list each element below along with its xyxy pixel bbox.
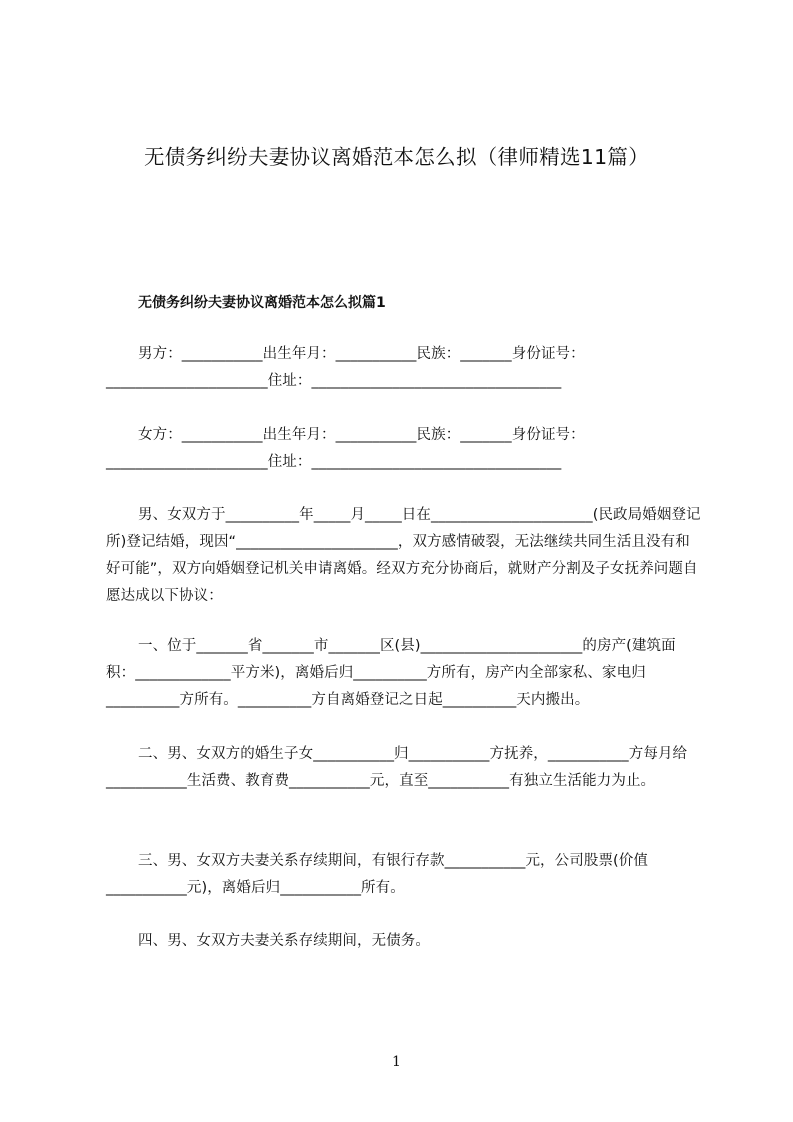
section-heading: 无债务纠纷夫妻协议离婚范本怎么拟篇1 [138,295,386,311]
paragraph-property-clause: 一、位于_______省_______市_______区(县)______________________的房产(建筑面积：_____________平方米)，离婚后归__________方所有，房产内全部家私、家电归__________方所有。__________方自离婚登记之日起__________天内搬出。 [106,638,676,708]
page-number: 1 [392,1054,401,1070]
paragraph-female-info: 女方：___________出生年月：___________民族：_______身份证号：______________________住址：__________________________________ [106,427,585,470]
paragraph-marriage-registration: 男、女双方于__________年_____月_____日在______________________(民政局婚姻登记所)登记结婚，现因“______________________，双方感情破裂，无法继续共同生活且没有和好可能”，双方向婚姻登记机关申请离婚。经双方充分协商后，就财产分割及子女抚养问题自愿达成以下协议： [106,507,701,604]
paragraph-savings-clause: 三、男、女双方夫妻关系存续期间，有银行存款___________元，公司股票(价值___________元)，离婚后归___________所有。 [106,853,649,896]
paragraph-debt-clause: 四、男、女双方夫妻关系存续期间，无债务。 [138,933,430,949]
paragraph-child-custody-clause: 二、男、女双方的婚生子女___________归___________方抚养，___________方每月给___________生活费、教育费___________元，直至___________有独立生活能力为止。 [106,746,688,789]
document-title: 无债务纠纷夫妻协议离婚范本怎么拟（律师精选11篇） [143,145,650,169]
paragraph-male-info: 男方：___________出生年月：___________民族：_______身份证号：______________________住址：__________________________________ [106,346,585,389]
